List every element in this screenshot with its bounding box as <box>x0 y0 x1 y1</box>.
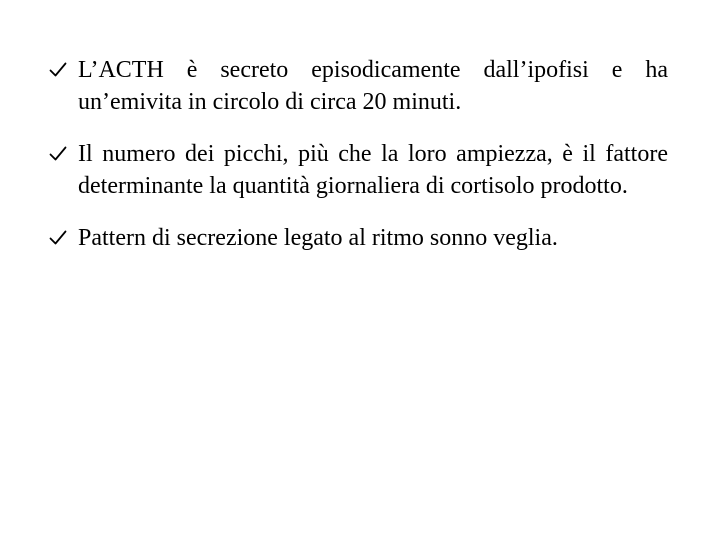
bullet-list <box>48 54 668 254</box>
checkmark-icon <box>48 144 68 164</box>
bullet-item-picchi <box>48 138 668 202</box>
bullet-text: Pattern di secrezione legato al ritmo sonno veglia. <box>78 225 558 251</box>
checkmark-icon <box>48 228 68 248</box>
bullet-text: L’ACTH è secreto episodicamente dall’ipofisi e ha un’emivita in circolo di circa 20 minuti. <box>78 57 668 115</box>
checkmark-icon <box>48 60 68 80</box>
bullet-item-pattern <box>48 222 668 254</box>
bullet-text: Il numero dei picchi, più che la loro ampiezza, è il fattore determinante la quantità giornaliera di cortisolo prodotto. <box>78 141 668 199</box>
bullet-item-acth <box>48 54 668 118</box>
